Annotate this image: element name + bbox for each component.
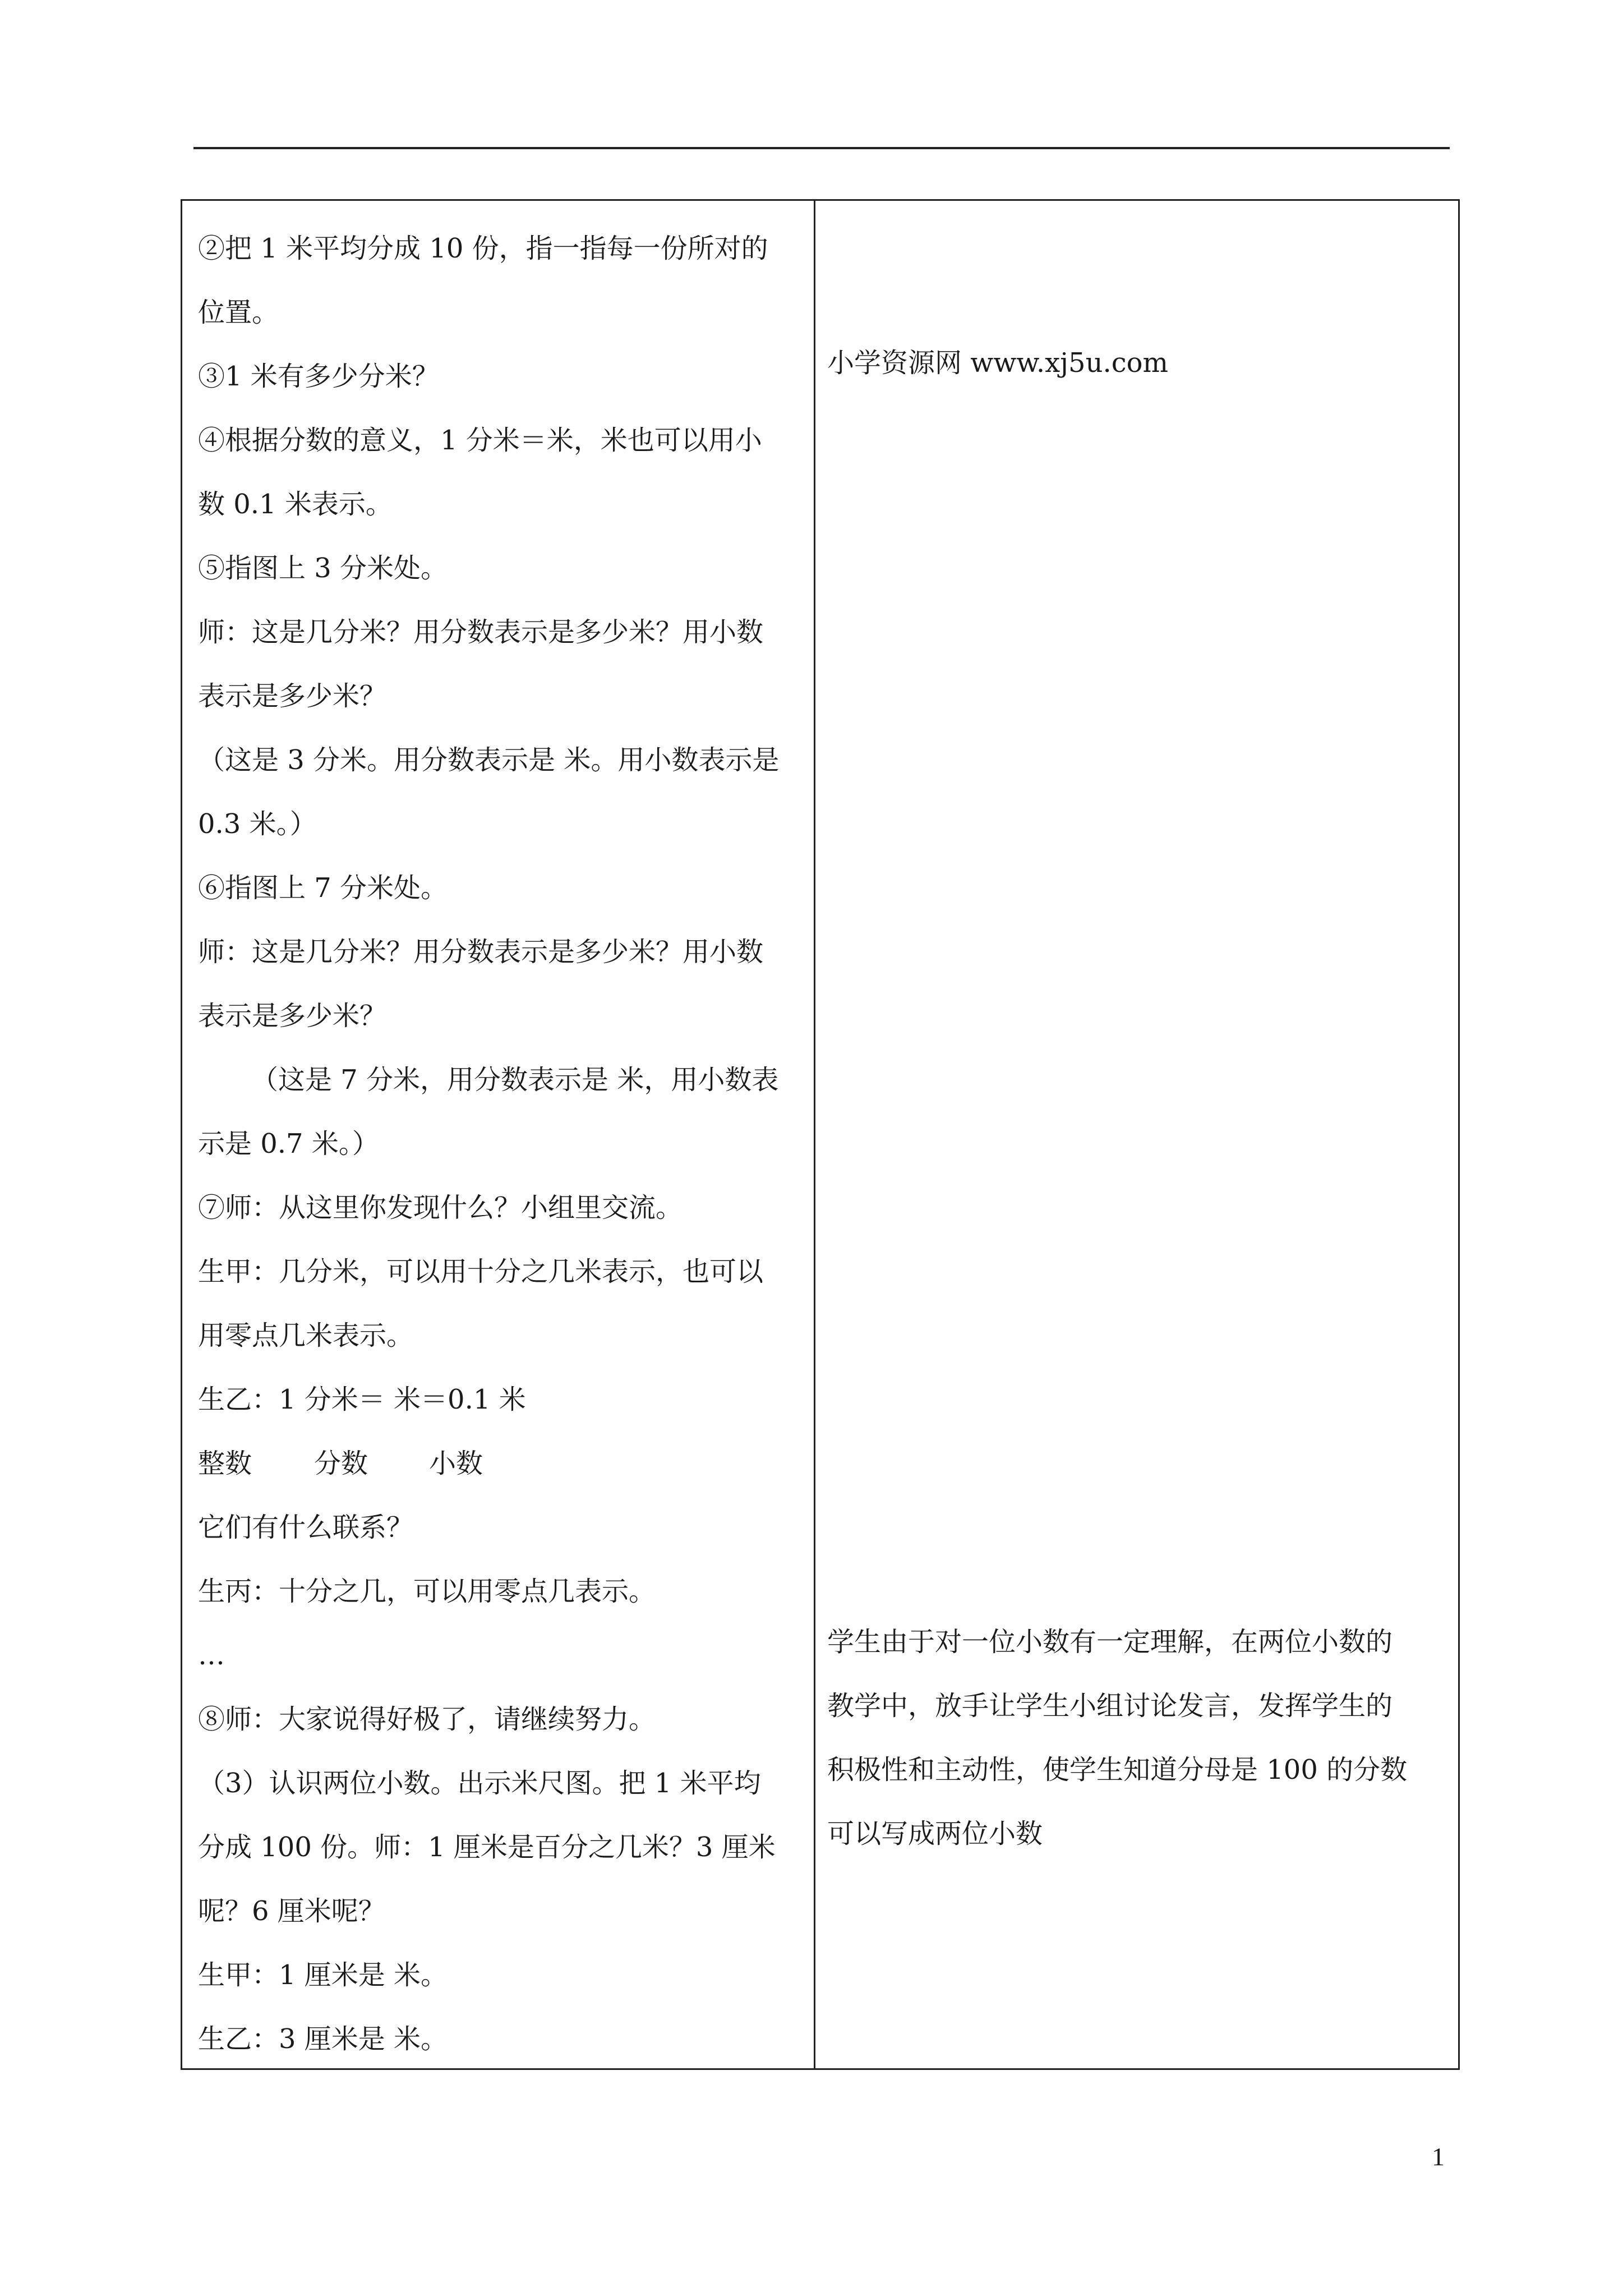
lesson-line: 表示是多少米？ [198,680,387,712]
lesson-line: 表示是多少米？ [198,1000,387,1032]
teaching-note-line: 学生由于对一位小数有一定理解，在两位小数的 [827,1626,1393,1658]
lesson-line: 师：这是几分米？用分数表示是多少米？用小数 [198,936,764,968]
teaching-note [827,1610,1450,1866]
number-type-fraction: 分数 [314,1448,368,1479]
lesson-line: 位置。 [198,297,279,328]
lesson-line: … [198,1640,225,1671]
lesson-line: 生乙：1 分米＝ 米＝0.1 米 [198,1384,526,1415]
lesson-line: ③1 米有多少分米？ [198,361,439,392]
lesson-line: （这是 3 分米。用分数表示是 米。用小数表示是 [198,744,780,776]
lesson-line: 0.3 米。） [198,808,317,840]
lesson-line: ⑤指图上 3 分米处。 [198,553,448,584]
lesson-line: 呢？6 厘米呢？ [198,1895,385,1927]
lesson-line: ⑥指图上 7 分米处。 [198,872,448,904]
lesson-line: 生甲：几分米，可以用十分之几米表示，也可以 [198,1256,764,1287]
number-type-integer: 整数 [198,1448,252,1479]
teaching-note-line: 可以写成两位小数 [827,1818,1043,1849]
lesson-line: ④根据分数的意义，1 分米＝米，米也可以用小 [198,425,762,456]
lesson-line: 它们有什么联系？ [198,1512,414,1543]
lesson-line: ⑧师：大家说得好极了，请继续努力。 [198,1704,656,1735]
site-note [827,331,1450,395]
column-divider [814,201,815,2068]
header-rule [193,147,1450,149]
number-type-decimal: 小数 [429,1448,483,1479]
lesson-line: ⑦师：从这里你发现什么？小组里交流。 [198,1192,683,1223]
lesson-line: ②把 1 米平均分成 10 份，指一指每一份所对的 [198,233,768,264]
lesson-line: 生丙：十分之几，可以用零点几表示。 [198,1576,656,1607]
lesson-line: 数 0.1 米表示。 [198,489,393,520]
number-types-row [198,1432,804,1496]
lesson-line: 分成 100 份。师：1 厘米是百分之几米？3 厘米 [198,1832,776,1863]
lesson-line: 用零点几米表示。 [198,1320,414,1351]
lesson-process-column [198,217,804,2071]
lesson-line: 生甲：1 厘米是 米。 [198,1959,448,1991]
lesson-line: 生乙：3 厘米是 米。 [198,2023,448,2055]
teaching-note-line: 教学中，放手让学生小组讨论发言，发挥学生的 [827,1690,1393,1722]
page-number: 1 [1432,2142,1445,2171]
lesson-line: 师：这是几分米？用分数表示是多少米？用小数 [198,616,764,648]
site-note-text: 小学资源网 www.xj5u.com [827,347,1169,379]
lesson-line: （这是 7 分米，用分数表示是 米，用小数表 [251,1064,779,1096]
lesson-line: （3）认识两位小数。出示米尺图。把 1 米平均 [198,1768,761,1799]
lesson-table [181,199,1460,2070]
lesson-line: 示是 0.7 米。） [198,1128,379,1159]
teaching-note-line: 积极性和主动性，使学生知道分母是 100 的分数 [827,1754,1408,1786]
